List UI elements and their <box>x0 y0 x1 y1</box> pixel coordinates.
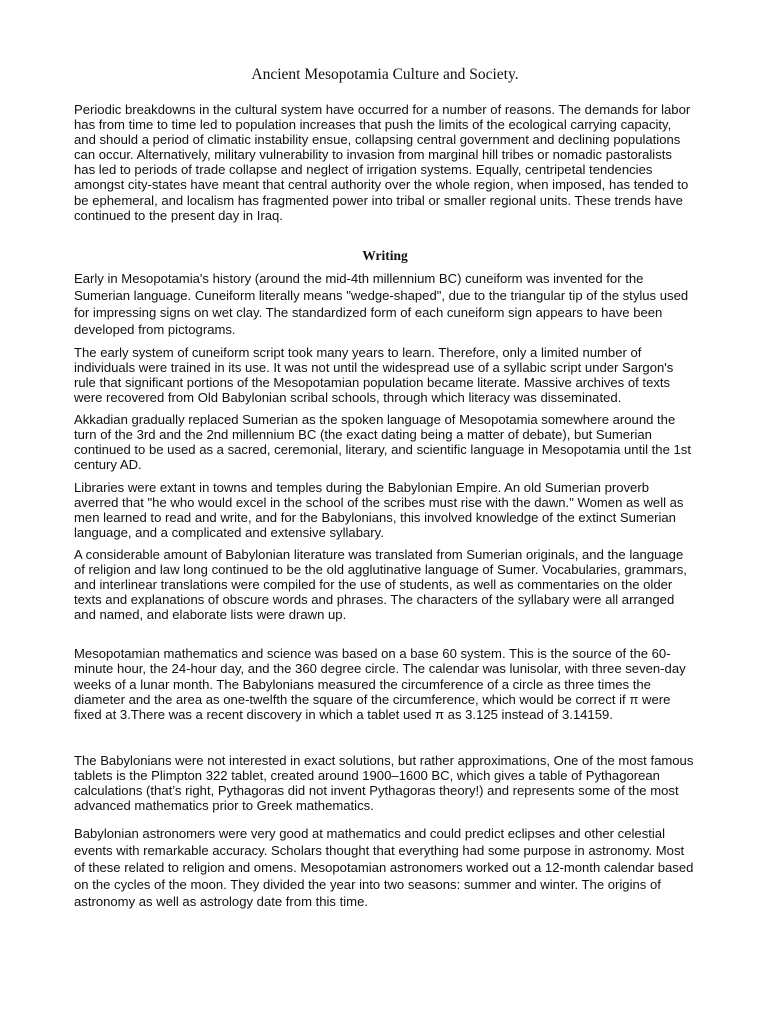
writing-paragraph-libraries: Libraries were extant in towns and temples during the Babylonian Empire. An old Sumerian proverb averred that "he who would excel in the school of the scribes must rise with the dawn." Women as well as men learned to read and write, and for the Babylonians, this involved knowledge of the extinct Sumerian language, and a complicated and extensive syllabary. <box>74 479 684 540</box>
writing-paragraph-literature: A considerable amount of Babylonian literature was translated from Sumerian originals, and the language of religion and law long continued to be the old agglutinative language of Sumer. Vocabularies, grammars, and interlinear translations were compiled for the use of students, as well as commentaries on the older texts and explanations of obscure words and phrases. The characters of the syllabary were all arranged and named, and elaborate lists were drawn up. <box>74 546 687 623</box>
mathematics-paragraph: Mesopotamian mathematics and science was based on a base 60 system. This is the source of the 60-minute hour, the 24-hour day, and the 360 degree circle. The calendar was lunisolar, with three seven-day weeks of a lunar month. The Babylonians measured the circumference of a circle as three times the diameter and the area as one-twelfth the square of the circumference, which would be correct if π were fixed at 3.There was a recent discovery in which a tablet used π as 3.125 instead of 3.14159. <box>74 646 686 722</box>
writing-paragraph-literacy: The early system of cuneiform script took many years to learn. Therefore, only a limited number of individuals were trained in its use. It was not until the widespread use of a syllabic script under Sargon's rule that significant portions of the Mesopotamian population became literate. Massive archives of texts were recovered from Old Babylonian scribal schools, through which literacy was disseminated. <box>74 344 674 406</box>
writing-paragraph-cuneiform: Early in Mesopotamia's history (around the mid-4th millennium BC) cuneiform was invented for the Sumerian language. Cuneiform literally means "wedge-shaped", due to the triangular tip of the stylus used for impressing signs on wet clay. The standardized form of each cuneiform sign appears to have been developed from pictograms. <box>74 270 689 337</box>
section-heading-writing: Writing <box>362 247 408 263</box>
intro-paragraph: Periodic breakdowns in the cultural system have occurred for a number of reasons. The demands for labor has from time to time led to population increases that push the limits of the ecological carrying capacity, and should a period of climatic instability ensue, collapsing central government and declining populations can occur. Alternatively, military vulnerability to invasion from marginal hill tribes or nomadic pastoralists has led to periods of trade collapse and neglect of irrigation systems. Equally, centripetal tendencies amongst city-states have meant that central authority over the whole region, when imposed, has tended to be ephemeral, and localism has fragmented power into tribal or smaller regional units. These trends have continued to the present day in Iraq. <box>74 102 691 223</box>
babylonian-tablets-paragraph: The Babylonians were not interested in exact solutions, but rather approximations, One of the most famous tablets is the Plimpton 322 tablet, created around 1900–1600 BC, which gives a table of Pythagorean calculations (that’s right, Pythagoras did not invent Pythagoras theory!) and represents some of the most advanced mathematics prior to Greek mathematics. <box>74 752 694 814</box>
document-page <box>74 66 696 917</box>
page-title: Ancient Mesopotamia Culture and Society. <box>251 66 519 83</box>
astronomy-paragraph: Babylonian astronomers were very good at mathematics and could predict eclipses and other celestial events with remarkable accuracy. Scholars thought that everything had some purpose in astronomy. Most of these related to religion and omens. Mesopotamian astronomers worked out a 12-month calendar based on the cycles of the moon. They divided the year into two seasons: summer and winter. The origins of astronomy as well as astrology date from this time. <box>74 826 694 910</box>
writing-paragraph-akkadian: Akkadian gradually replaced Sumerian as the spoken language of Mesopotamia somewhere around the turn of the 3rd and the 2nd millennium BC (the exact dating being a matter of debate), but Sumerian continued to be used as a sacred, ceremonial, literary, and scientific language in Mesopotamia until the 1st century AD. <box>74 412 691 473</box>
